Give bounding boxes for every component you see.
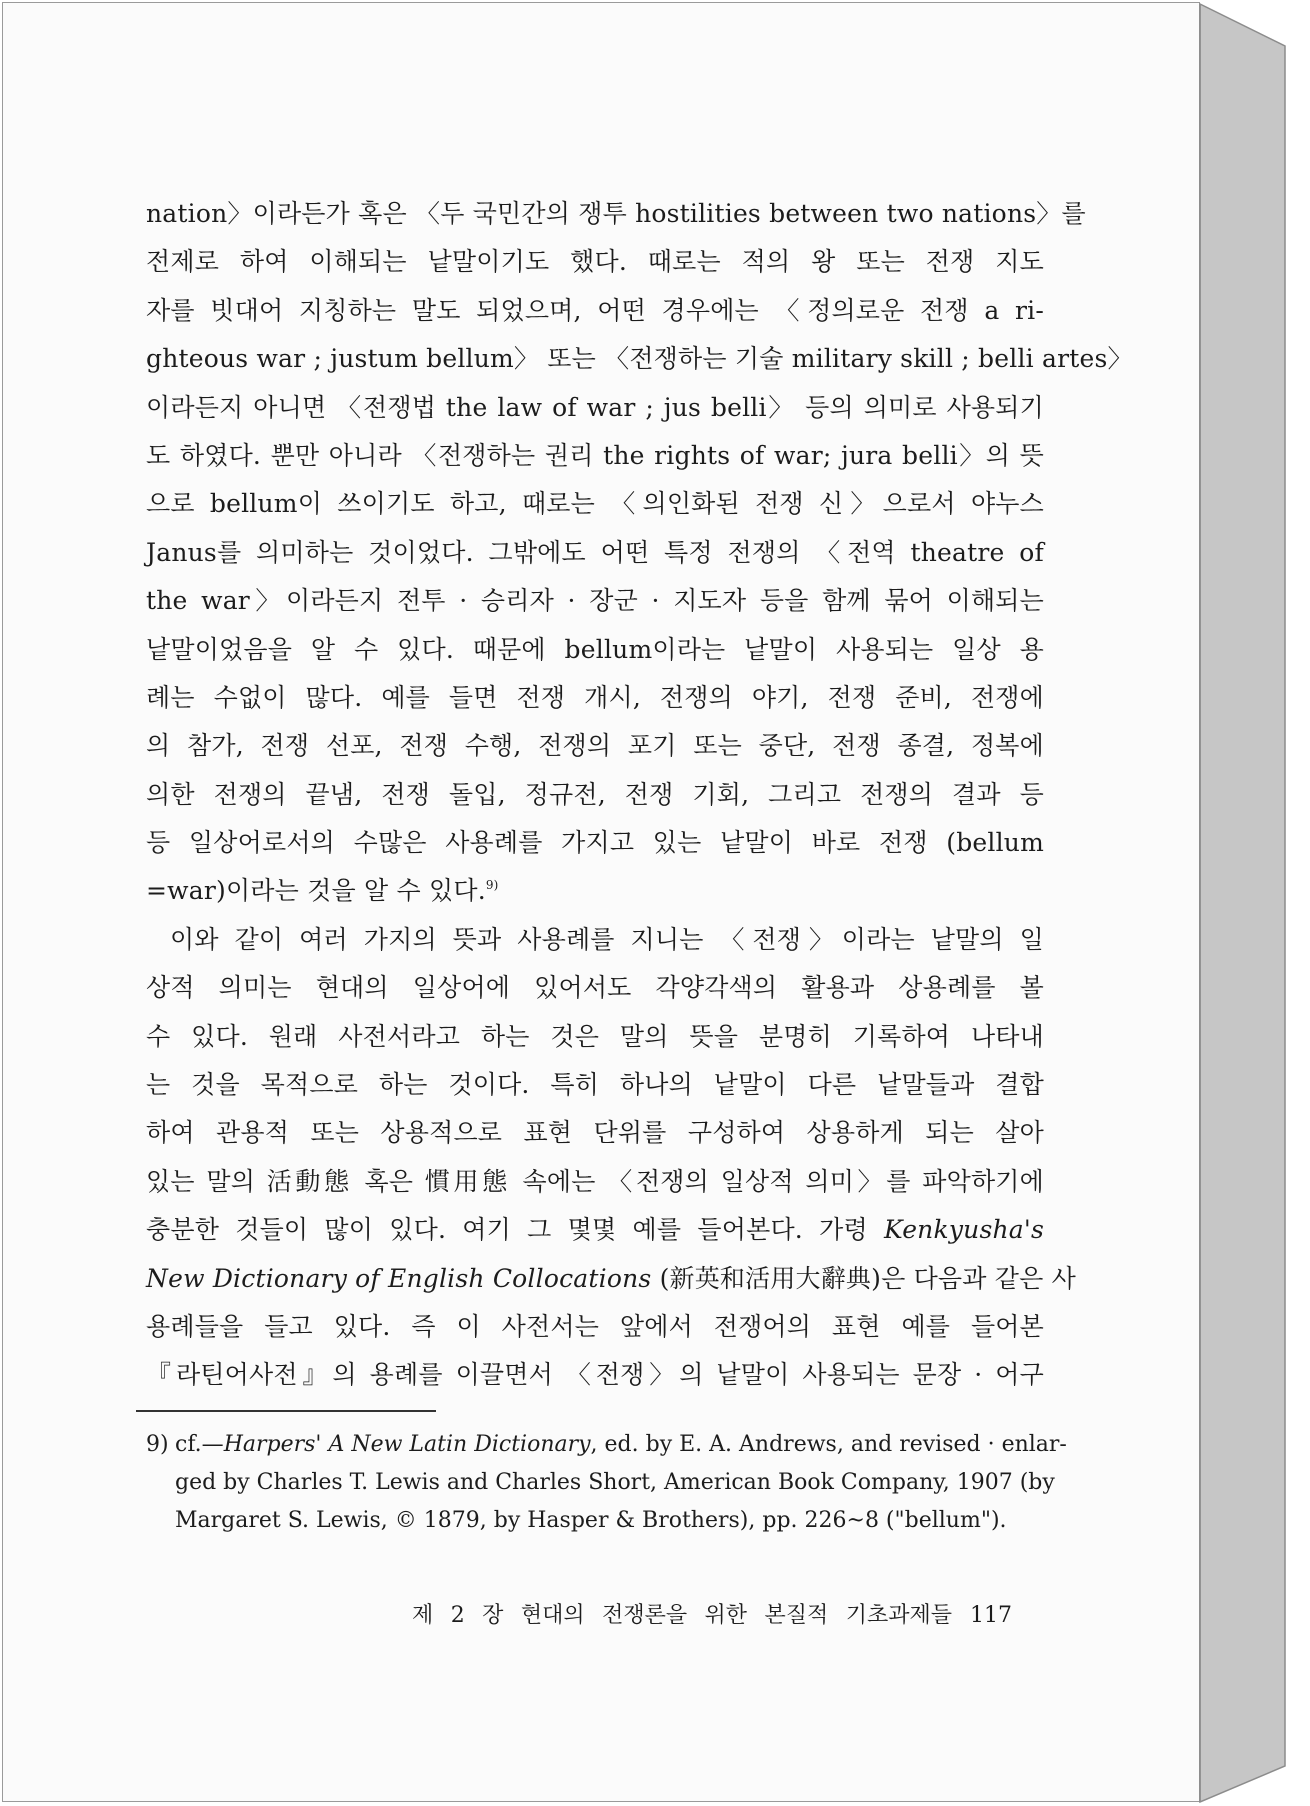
text-line: 는 것을 목적으로 하는 것이다. 특히 하나의 낱말이 다른 낱말들과 결합 (146, 1070, 1044, 1100)
page-number: 117 (970, 1603, 1012, 1628)
footnote-line: Margaret S. Lewis, © 1879, by Hasper & Brothers), pp. 226~8 ("bellum"). (175, 1508, 1007, 1533)
text-line: 이와 같이 여러 가지의 뜻과 사용례를 지니는 〈전쟁〉이라는 낱말의 일 (170, 924, 1044, 954)
text-line: 용례들을 들고 있다. 즉 이 사전서는 앞에서 전쟁어의 표현 예를 들어본 (146, 1311, 1044, 1341)
footnote-9 (146, 1426, 1067, 1540)
italic-title: Kenkyusha's (883, 1215, 1044, 1245)
text-line: 낱말이었음을 알 수 있다. 때문에 bellum이라는 낱말이 사용되는 일상 용 (146, 634, 1044, 664)
text-line: 도 하였다. 뿐만 아니라 〈전쟁하는 권리 the rights of war; jura belli〉의 뜻 (146, 440, 1044, 470)
line-text: (新英和活用大辭典)은 다음과 같은 사 (659, 1263, 1076, 1293)
text-line (146, 1206, 1044, 1254)
text-line: 의한 전쟁의 끝냄, 전쟁 돌입, 정규전, 전쟁 기회, 그리고 전쟁의 결과 등 (146, 779, 1044, 809)
text-line: 있는 말의 活動態 혹은 慣用態 속에는 〈전쟁의 일상적 의미〉를 파악하기에 (146, 1166, 1044, 1196)
text-line: 수 있다. 원래 사전서라고 하는 것은 말의 뜻을 분명히 기록하여 나타내 (146, 1021, 1044, 1051)
paragraph-1 (146, 190, 1133, 867)
text-line: 의 참가, 전쟁 선포, 전쟁 수행, 전쟁의 포기 또는 중단, 전쟁 종결, 정복에 (146, 731, 1044, 761)
footnote-ref: 9) (485, 878, 499, 893)
footnote-separator (136, 1410, 436, 1412)
footnote-prefix: cf.— (175, 1432, 224, 1457)
footnote-line: ged by Charles T. Lewis and Charles Short, American Book Company, 1907 (by (175, 1470, 1055, 1495)
footnote-text: , ed. by E. A. Andrews, and revised · enlar- (590, 1432, 1067, 1457)
text-line: 등 일상어로서의 수많은 사용례를 가지고 있는 낱말이 바로 전쟁 (bellum (146, 828, 1044, 858)
footnote-line (146, 1426, 1067, 1464)
text-line: 하여 관용적 또는 상용적으로 표현 단위를 구성하여 상용하게 되는 살아 (146, 1118, 1044, 1148)
main-text (146, 190, 1133, 1400)
text-line: the war〉이라든지 전투 · 승리자 · 장군 · 지도자 등을 함께 묶어 이해되는 (146, 586, 1044, 616)
text-line: Janus를 의미하는 것이었다. 그밖에도 어떤 특정 전쟁의 〈전역 theatre of (146, 537, 1044, 567)
paragraph-2 (146, 916, 1044, 1206)
text-line (146, 867, 1044, 915)
chapter-title: 제 2 장 현대의 전쟁론을 위한 본질적 기초과제들 (412, 1603, 952, 1628)
text-line: nation〉이라든가 혹은 〈두 국민간의 쟁투 hostilities between two nations〉를 (146, 199, 1086, 228)
text-line: 상적 의미는 현대의 일상어에 있어서도 각양각색의 활용과 상용례를 볼 (146, 973, 1044, 1003)
line-text: 충분한 것들이 많이 있다. 여기 그 몇몇 예를 들어본다. 가령 (146, 1215, 868, 1245)
text-line: 자를 빗대어 지칭하는 말도 되었으며, 어떤 경우에는 〈정의로운 전쟁 a ri- (146, 295, 1044, 325)
italic-title: New Dictionary of English Collocations (146, 1263, 652, 1293)
text-line (146, 1255, 1076, 1303)
text-line: 례는 수없이 많다. 예를 들면 전쟁 개시, 전쟁의 야기, 전쟁 준비, 전쟁에 (146, 682, 1044, 712)
text-line: 으로 bellum이 쓰이기도 하고, 때로는 〈의인화된 전쟁 신〉으로서 야누스 (146, 489, 1044, 519)
text-line: 전제로 하여 이해되는 낱말이기도 했다. 때로는 적의 왕 또는 전쟁 지도 (146, 247, 1044, 277)
text-line: 『라틴어사전』의 용례를 이끌면서 〈전쟁〉의 낱말이 사용되는 문장 · 어구 (146, 1360, 1044, 1390)
footnote-number: 9) (146, 1432, 169, 1457)
running-footer (412, 1596, 1012, 1636)
text-line: 이라든지 아니면 〈전쟁법 the law of war ; jus belli〉 등의 의미로 사용되기 (146, 392, 1044, 422)
text-line: ghteous war ; justum bellum〉 또는 〈전쟁하는 기술 military skill ; belli artes〉 (146, 344, 1133, 374)
line-text: =war)이라는 것을 알 수 있다. (146, 876, 486, 906)
footnote-title: Harpers' A New Latin Dictionary (223, 1432, 591, 1457)
